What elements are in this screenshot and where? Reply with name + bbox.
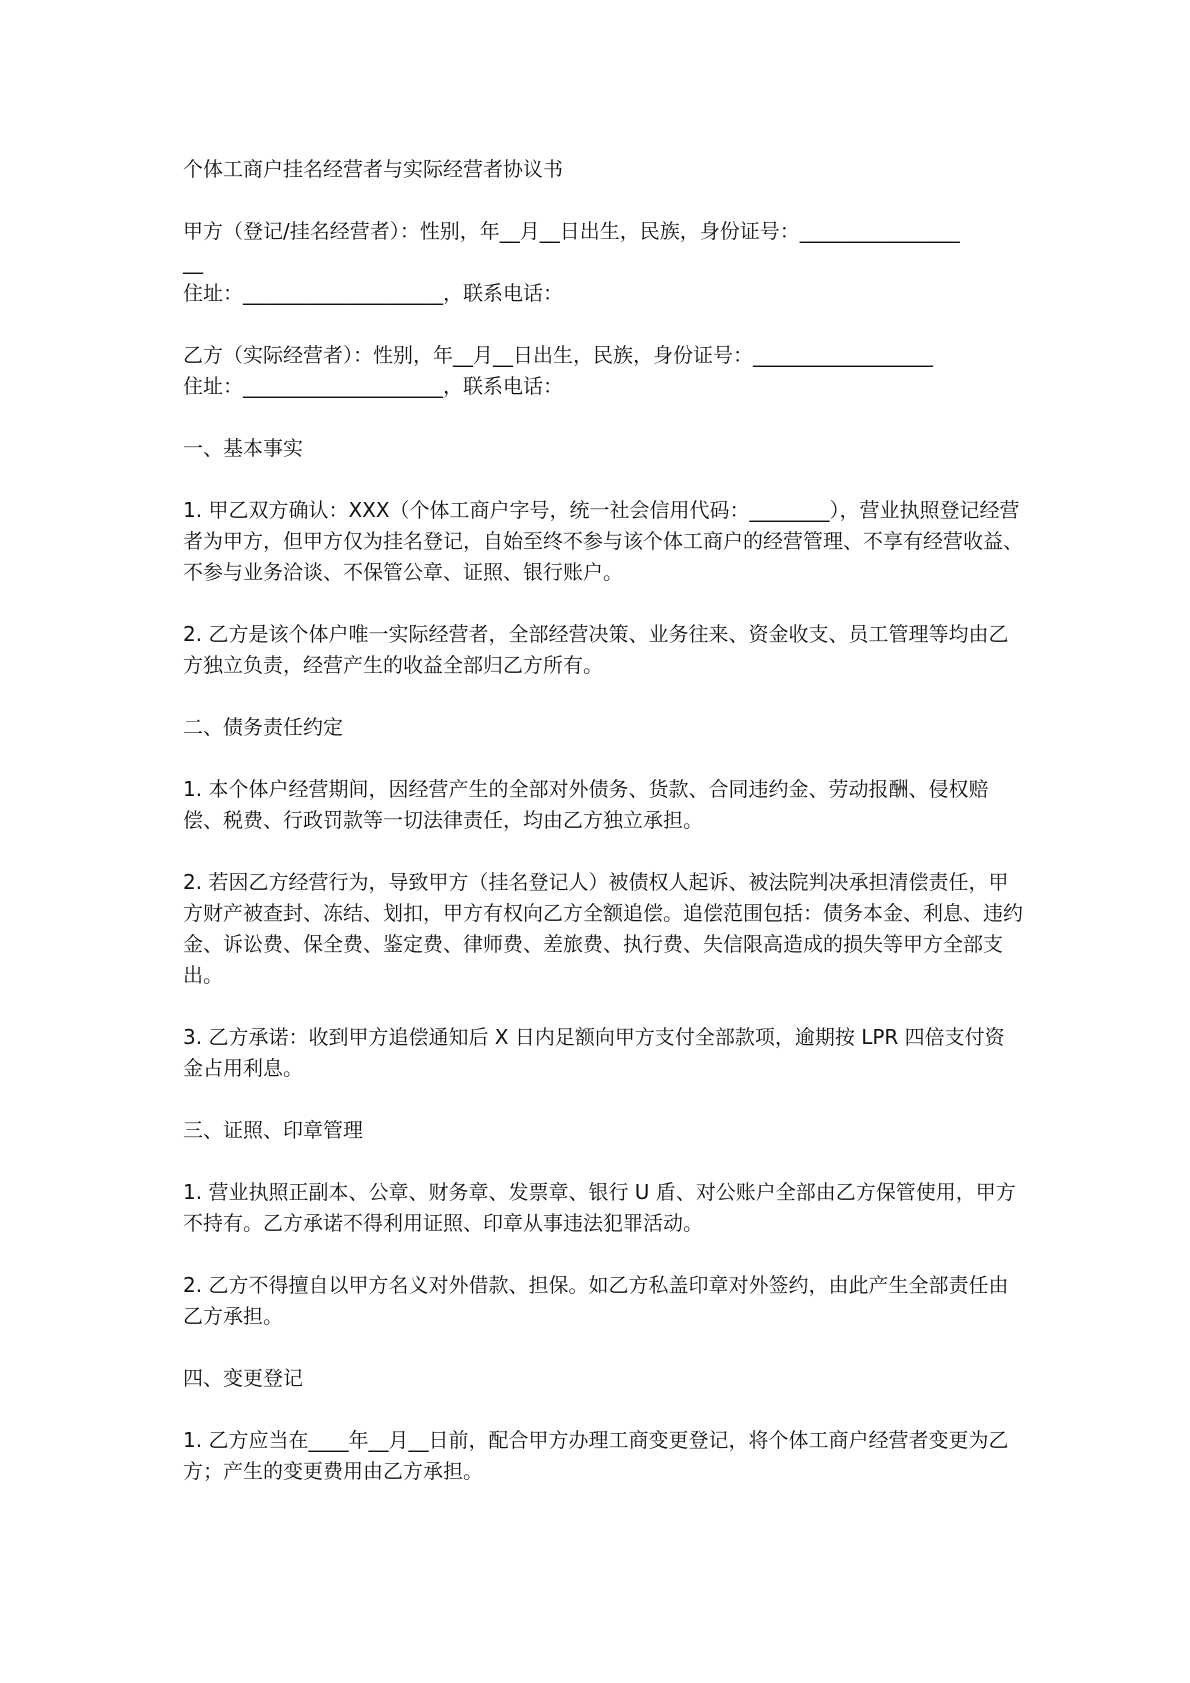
party-a-identity-wrap: __: [183, 250, 203, 274]
party-a-block: [183, 216, 1023, 309]
clause-paragraph: 1. 乙方应当在____年__月__日前，配合甲方办理工商变更登记，将个体工商户经营者变更为乙方；产生的变更费用由乙方承担。: [183, 1428, 1009, 1483]
document-title: 个体工商户挂名经营者与实际经营者协议书: [183, 157, 563, 181]
clause-paragraph: 3. 乙方承诺：收到甲方追偿通知后 X 日内足额向甲方支付全部款项，逾期按 LPR 四倍支付资金占用利息。: [183, 1025, 1005, 1080]
section-heading: 四、变更登记: [183, 1366, 303, 1390]
party-a-identity: 甲方（登记/挂名经营者）：性别，年__月__日出生，民族，身份证号：________________: [183, 219, 960, 243]
section-heading: 二、债务责任约定: [183, 715, 343, 739]
clause-paragraph: 1. 本个体户经营期间，因经营产生的全部对外债务、货款、合同违约金、劳动报酬、侵权赔偿、税费、行政罚款等一切法律责任，均由乙方独立承担。: [183, 777, 989, 832]
party-b-block: [183, 340, 1023, 402]
clause-paragraph: 2. 乙方不得擅自以甲方名义对外借款、担保。如乙方私盖印章对外签约，由此产生全部责任由乙方承担。: [183, 1273, 1009, 1328]
clause-paragraph: 2. 乙方是该个体户唯一实际经营者，全部经营决策、业务往来、资金收支、员工管理等均由乙方独立负责，经营产生的收益全部归乙方所有。: [183, 622, 1009, 677]
document-body: [183, 154, 1023, 1487]
clause-paragraph: 1. 甲乙双方确认：XXX（个体工商户字号，统一社会信用代码：________），营业执照登记经营者为甲方，但甲方仅为挂名登记，自始至终不参与该个体工商户的经营管理、不享有经营收益、不参与业务洽谈、不保管公章、证照、银行账户。: [183, 498, 1023, 584]
party-b-address: 住址：____________________，联系电话：: [183, 374, 563, 398]
party-b-identity: 乙方（实际经营者）：性别，年__月__日出生，民族，身份证号：__________________: [183, 343, 933, 367]
clause-paragraph: 2. 若因乙方经营行为，导致甲方（挂名登记人）被债权人起诉、被法院判决承担清偿责任，甲方财产被查封、冻结、划扣，甲方有权向乙方全额追偿。追偿范围包括：债务本金、利息、违约金、诉讼费、保全费、鉴定费、律师费、差旅费、执行费、失信限高造成的损失等甲方全部支出。: [183, 870, 1023, 987]
party-a-address: 住址：____________________，联系电话：: [183, 281, 563, 305]
section-heading: 一、基本事实: [183, 436, 303, 460]
section-heading: 三、证照、印章管理: [183, 1118, 363, 1142]
clause-paragraph: 1. 营业执照正副本、公章、财务章、发票章、银行 U 盾、对公账户全部由乙方保管使用，甲方不持有。乙方承诺不得利用证照、印章从事违法犯罪活动。: [183, 1180, 1016, 1235]
